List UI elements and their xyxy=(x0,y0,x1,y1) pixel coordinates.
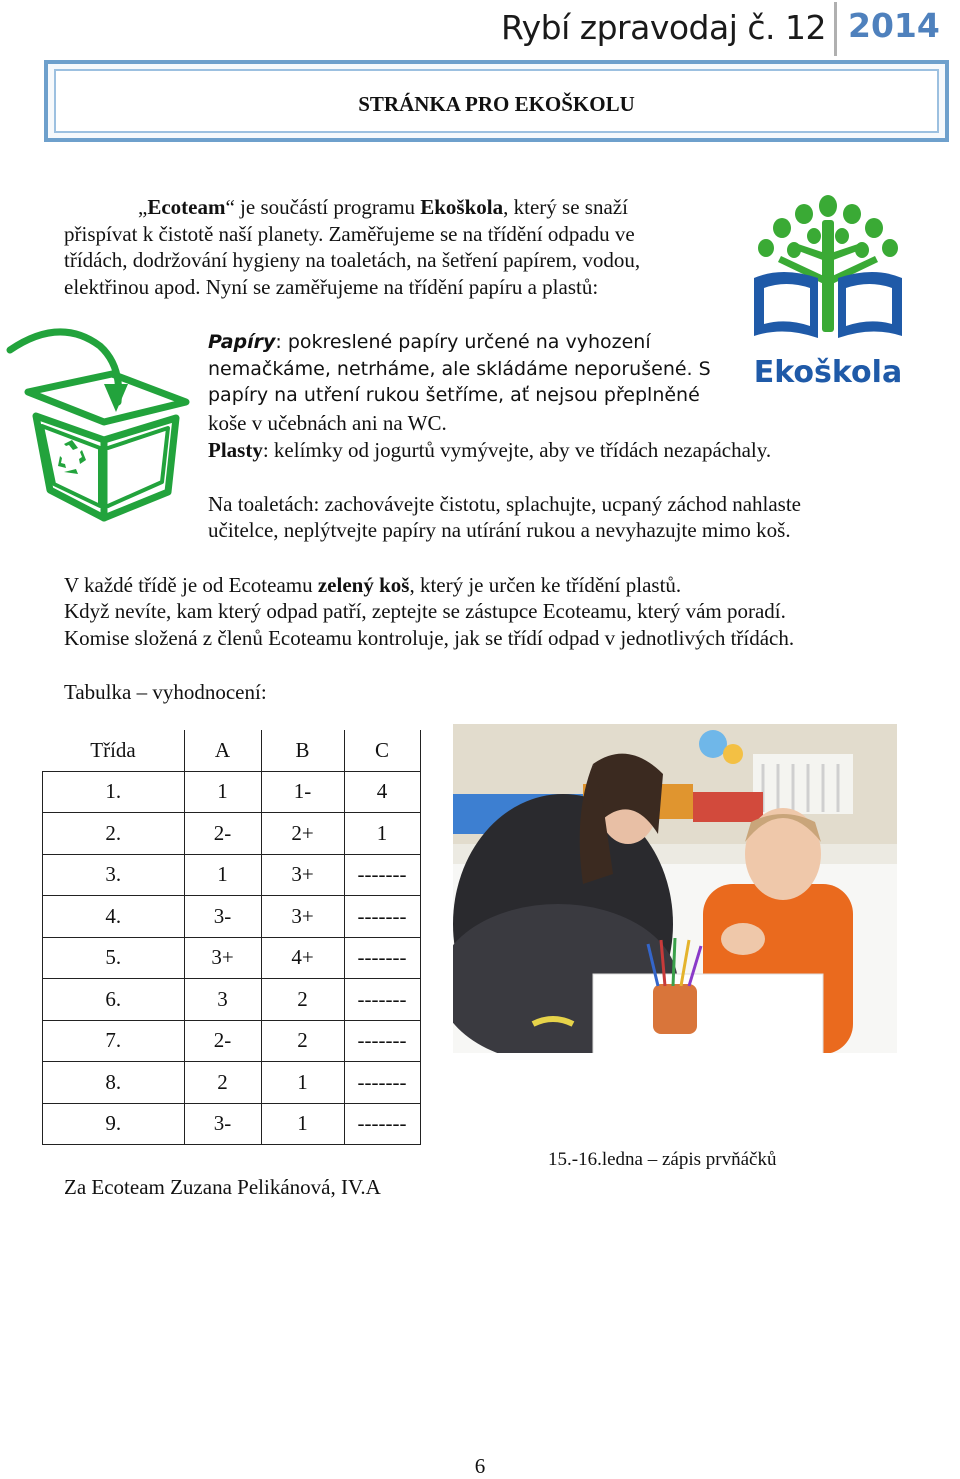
table-cell: ------- xyxy=(344,979,420,1021)
evaluation-table xyxy=(42,730,421,1145)
table-cell: 2. xyxy=(43,813,185,855)
table-cell: ------- xyxy=(344,937,420,979)
table-cell: 2- xyxy=(184,1020,261,1062)
ekoskola-logo-icon xyxy=(748,192,908,392)
toilets-line-1: Na toaletách: zachovávejte čistotu, splachujte, ucpaný záchod nahlaste xyxy=(208,492,801,516)
intro-line-1: „Ecoteam“ je součástí programu Ekoškola, který se snaží xyxy=(138,195,628,219)
table-cell: 2 xyxy=(261,1020,344,1062)
table-cell: 1. xyxy=(43,771,185,813)
table-header-cell: B xyxy=(261,730,344,771)
papers-line-2: nemačkáme, netrháme, ale skládáme neporušené. S xyxy=(208,358,711,380)
enrollment-photo xyxy=(453,724,897,1053)
table-cell: 9. xyxy=(43,1103,185,1145)
newsletter-year: 2014 xyxy=(848,6,940,45)
table-row xyxy=(43,1062,421,1104)
papers-line-3: papíry na utření rukou šetříme, ať nejsou přeplněné xyxy=(208,384,700,406)
papers-line-1: Papíry: pokreslené papíry určené na vyhození xyxy=(208,331,651,353)
table-header-row xyxy=(43,730,421,771)
table-cell: 5. xyxy=(43,937,185,979)
table-cell: 1- xyxy=(261,771,344,813)
table-cell: 8. xyxy=(43,1062,185,1104)
table-cell: 3. xyxy=(43,854,185,896)
table-cell: 4+ xyxy=(261,937,344,979)
table-cell: ------- xyxy=(344,854,420,896)
table-cell: 1 xyxy=(261,1103,344,1145)
table-cell: 3+ xyxy=(261,854,344,896)
table-cell: 1 xyxy=(184,854,261,896)
table-cell: 3+ xyxy=(184,937,261,979)
table-cell: 7. xyxy=(43,1020,185,1062)
intro-line-4: elektřinou apod. Nyní se zaměřujeme na třídění papíru a plastů: xyxy=(64,275,599,299)
table-cell: 1 xyxy=(184,771,261,813)
intro-line-2: přispívat k čistotě naší planety. Zaměřujeme se na třídění odpadu ve xyxy=(64,222,635,246)
table-cell: 3 xyxy=(184,979,261,1021)
section-title: STRÁNKA PRO EKOŠKOLU xyxy=(358,92,635,116)
table-cell: 1 xyxy=(344,813,420,855)
newsletter-title: Rybí zpravodaj č. 12 xyxy=(501,8,826,47)
table-cell: 2 xyxy=(184,1062,261,1104)
table-cell: 2- xyxy=(184,813,261,855)
photo-caption: 15.-16.ledna – zápis prvňáčků xyxy=(548,1149,777,1170)
table-cell: 3- xyxy=(184,1103,261,1145)
papers-line-4: koše v učebnách ani na WC. xyxy=(208,411,447,435)
table-row xyxy=(43,937,421,979)
table-row xyxy=(43,813,421,855)
intro-line-3: třídách, dodržování hygieny na toaletách, na šetření papírem, vodou, xyxy=(64,248,641,272)
bin-info-line-3: Komise složená z členů Ecoteamu kontroluje, jak se třídí odpad v jednotlivých třídách. xyxy=(64,626,795,650)
table-header-cell: C xyxy=(344,730,420,771)
table-cell: 2+ xyxy=(261,813,344,855)
header-separator xyxy=(834,2,837,56)
page-number: 6 xyxy=(474,1454,486,1478)
table-cell: 3+ xyxy=(261,896,344,938)
bin-info-line-2: Když nevíte, kam který odpad patří, zeptejte se zástupce Ecoteamu, který vám poradí. xyxy=(64,599,786,623)
table-cell: 4 xyxy=(344,771,420,813)
table-cell: ------- xyxy=(344,896,420,938)
ekoskola-logo-text: Ekoškola xyxy=(753,355,903,390)
section-banner xyxy=(44,60,949,142)
table-title: Tabulka – vyhodnocení: xyxy=(64,680,267,704)
plastics-line: Plasty: kelímky od jogurtů vymývejte, aby ve třídách nezapáchaly. xyxy=(208,438,772,462)
table-row xyxy=(43,771,421,813)
table-row xyxy=(43,896,421,938)
toilets-line-2: učitelce, neplýtvejte papíry na utírání rukou a nevyhazujte mimo koš. xyxy=(208,518,791,542)
table-cell: ------- xyxy=(344,1103,420,1145)
table-cell: ------- xyxy=(344,1020,420,1062)
table-cell: 2 xyxy=(261,979,344,1021)
table-row xyxy=(43,1020,421,1062)
table-header-cell: Třída xyxy=(43,730,185,771)
table-row xyxy=(43,979,421,1021)
table-row xyxy=(43,1103,421,1145)
table-row xyxy=(43,854,421,896)
bin-info-line-1: V každé třídě je od Ecoteamu zelený koš, který je určen ke třídění plastů. xyxy=(64,573,682,597)
table-cell: 1 xyxy=(261,1062,344,1104)
table-cell: 6. xyxy=(43,979,185,1021)
table-header-cell: A xyxy=(184,730,261,771)
table-cell: ------- xyxy=(344,1062,420,1104)
table-cell: 4. xyxy=(43,896,185,938)
recycle-bin-icon xyxy=(0,322,196,532)
table-cell: 3- xyxy=(184,896,261,938)
signature: Za Ecoteam Zuzana Pelikánová, IV.A xyxy=(64,1175,381,1199)
